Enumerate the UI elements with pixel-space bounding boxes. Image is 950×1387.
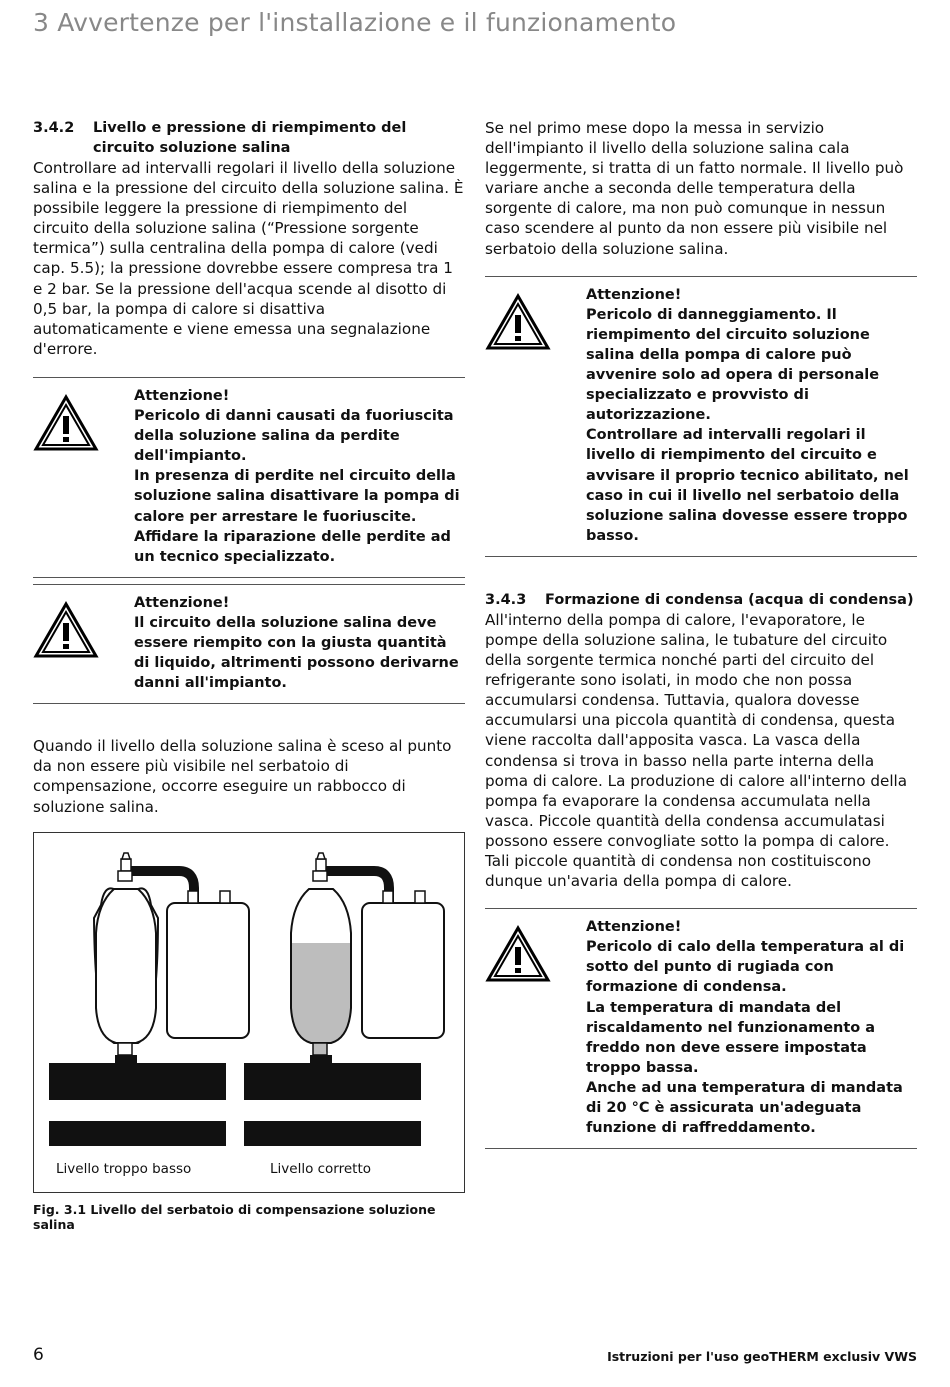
warning-line: La temperatura di mandata del riscaldamento nel funzionamento a freddo non deve essere impostata troppo bassa. xyxy=(586,999,876,1076)
warning-box-fill xyxy=(33,584,465,704)
warning-line: Il circuito della soluzione salina deve essere riempito con la giusta quantità di liquido, altrimenti possono derivarne danni all'impianto. xyxy=(134,614,459,692)
section-title: Livello e pressione di riempimento del circuito soluzione salina xyxy=(93,120,407,156)
warning-triangle-icon xyxy=(485,285,586,546)
refill-paragraph: Quando il livello della soluzione salina è sceso al punto da non essere più visibile nel serbatoio di compensazione, occorre eseguire un rabbocco di soluzione salina. xyxy=(33,737,452,816)
warning-line: Controllare ad intervalli regolari il livello di riempimento del circuito e avvisare il proprio tecnico abilitato, nel caso in cui il livello nel serbatoio della soluzione salina dovesse essere troppo basso. xyxy=(586,427,909,544)
warning-triangle-icon xyxy=(33,593,134,693)
warning-line: Affidare la riparazione delle perdite ad un tecnico specializzato. xyxy=(134,528,451,565)
section-number: 3.4.3 xyxy=(485,591,527,608)
intro-paragraph: Controllare ad intervalli regolari il livello della soluzione salina e la pressione del circuito della soluzione salina. È possibile leggere la pressione di riempimento del circuito della soluzione salina (“Pressione sorgente termica”) sulla centralina della pompa di calore (vedi cap. 5.5); la pressione dovrebbe essere compresa tra 1 e 2 bar. Se la pressione dell'acqua scende al disotto di 0,5 bar, la pompa di calore si disattiva automaticamente e viene emessa una segnalazione d'errore. xyxy=(33,159,464,358)
warning-text xyxy=(586,285,917,546)
warning-line: Pericolo di danni causati da fuoriuscita della soluzione salina da perdite dell'impianto. xyxy=(134,408,454,465)
warning-triangle-icon xyxy=(33,386,134,567)
first-month-paragraph: Se nel primo mese dopo la messa in servizio dell'impianto il livello della soluzione salina cala leggermente, si tratta di un fatto normale. Il livello può variare anche a seconda delle temperatura della sorgente di calore, ma non può comunque in nessun caso scendere al punto da non essere più visibile nel serbatoio della soluzione salina. xyxy=(485,119,904,258)
warning-box-leak xyxy=(33,377,465,578)
section-title: Formazione di condensa (acqua di condensa) xyxy=(545,591,914,608)
tank-illustration xyxy=(34,833,464,1153)
label-level-correct: Livello corretto xyxy=(270,1160,372,1177)
warning-text xyxy=(134,386,465,567)
footer-doc-title: Istruzioni per l'uso geoTHERM exclusiv VWS xyxy=(607,1349,917,1364)
warning-line: Pericolo di danneggiamento. Il riempimento del circuito soluzione salina della pompa di calore può avvenire solo ad opera di personale specializzato e provvisto di autorizzazione. xyxy=(586,306,880,424)
warning-line: Anche ad una temperatura di mandata di 20 °C è assicurata un'adeguata funzione di raffreddamento. xyxy=(586,1079,903,1137)
warning-triangle-icon xyxy=(485,917,586,1138)
warning-label: Attenzione! xyxy=(134,387,230,404)
section-number: 3.4.2 xyxy=(33,120,75,136)
label-level-too-low: Livello troppo basso xyxy=(56,1160,192,1177)
warning-line: In presenza di perdite nel circuito della soluzione salina disattivare la pompa di calore per arrestare le fuoriuscite. xyxy=(134,468,460,525)
left-column xyxy=(33,118,465,1232)
warning-line: Pericolo di calo della temperatura al di sotto del punto di rugiada con formazione di condensa. xyxy=(586,939,905,996)
footer-page-number: 6 xyxy=(33,1345,44,1365)
figure-caption: Fig. 3.1 Livello del serbatoio di compensazione soluzione salina xyxy=(33,1201,436,1232)
right-column xyxy=(485,118,917,1149)
warning-text xyxy=(586,917,917,1138)
warning-box-dewpoint xyxy=(485,908,917,1149)
warning-label: Attenzione! xyxy=(586,919,682,936)
section-heading-343 xyxy=(485,590,917,610)
section-heading-342 xyxy=(33,118,465,158)
warning-text xyxy=(134,593,465,693)
condensate-paragraph: All'interno della pompa di calore, l'evaporatore, le pompe della soluzione salina, le tubature del circuito della sorgente termica nonché parti del circuito del refrigerante sono isolati, in modo che non possa accumularsi condensa. Tuttavia, qualora dovesse accumularsi una piccola quantità di condensa, questa viene raccolta dall'apposita vasca. La vasca della condensa si trova in basso nella parte interna della poma di calore. La produzione di calore all'interno della pompa fa evaporare la condensa accumulata nella vasca. Piccole quantità della condensa accumulatasi possono essere convogliate sotto la pompa di calore. Tali piccole quantità di condensa non costituiscono dunque un'avaria della pompa di calore. xyxy=(485,610,908,891)
warning-box-damage xyxy=(485,276,917,557)
warning-label: Attenzione! xyxy=(586,286,682,303)
page-header-title: 3 Avvertenze per l'installazione e il funzionamento xyxy=(33,8,677,37)
warning-label: Attenzione! xyxy=(134,594,230,611)
figure-brine-tank-levels xyxy=(33,832,465,1193)
